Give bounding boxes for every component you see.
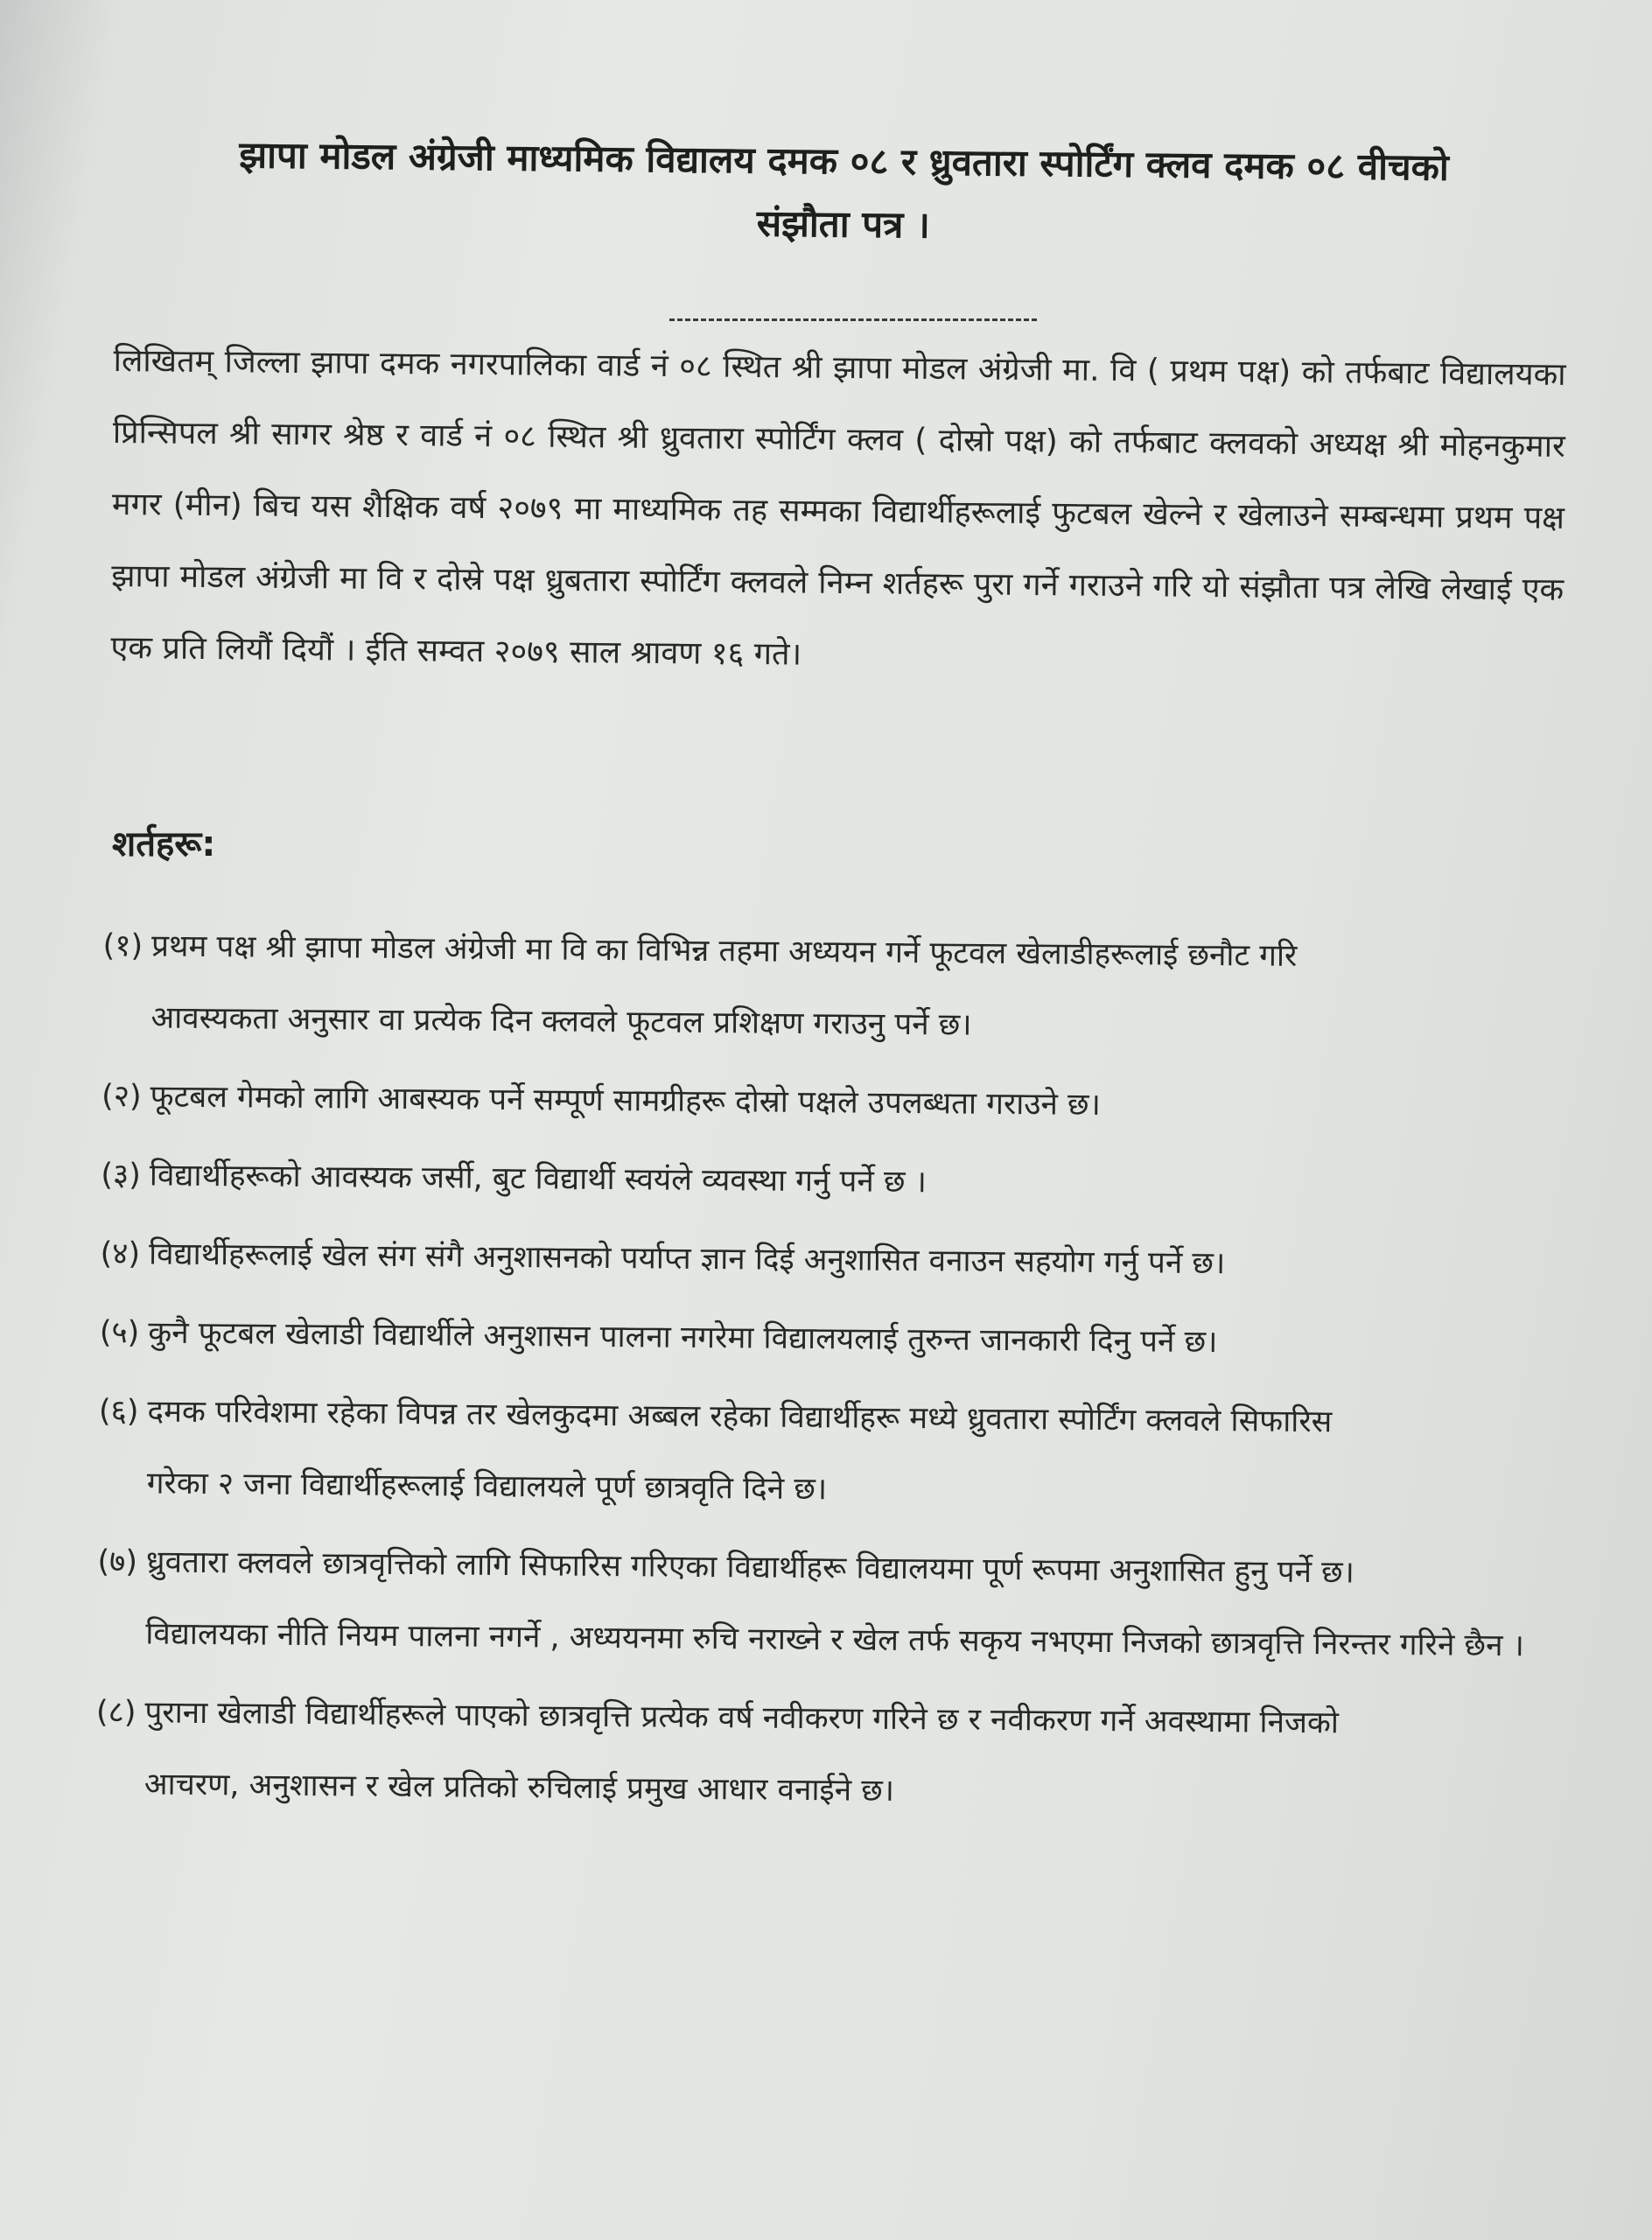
term-text: कुनै फूटबल खेलाडी विद्यार्थीले अनुशासन पालना नगरेमा विद्यालयलाई तुरुन्त जानकारी दिनु पर्ने छ। — [148, 1315, 1218, 1361]
title-line-1: झापा मोडल अंग्रेजी माध्यमिक विद्यालय दमक ०८ र ध्रुवतारा स्पोर्टिंग क्लव दमक ०८ वीचको — [239, 133, 1450, 189]
term-item — [98, 1376, 1551, 1531]
term-number: (१) — [102, 928, 144, 964]
term-item — [102, 910, 1556, 1066]
term-number: (२) — [101, 1078, 142, 1115]
terms-heading: शर्तहरू: — [112, 824, 216, 864]
term-continuation: विद्यालयका नीति नियम पालना नगर्ने , अध्ययनमा रुचि नराख्ने र खेल तर्फ सकृय नभएमा निजको छात्रवृत्ति निरन्तर गरिने छैन । — [145, 1616, 1525, 1664]
intro-paragraph: लिखितम् जिल्ला झापा दमक नगरपालिका वार्ड नं ०८ स्थित श्री झापा मोडल अंग्रेजी मा. वि ( प्रथम पक्ष) को तर्फबाट विद्यालयका प्रिन्सिपल श्री सागर श्रेष्ठ र वार्ड नं ०८ स्थित श्री ध्रुवतारा स्पोर्टिंग क्लव ( दोस्रो पक्ष) को तर्फबाट क्लवको अध्यक्ष श्री मोहनकुमार मगर (मीन) बिच यस शैक्षिक वर्ष २०७९ मा माध्यमिक तह सम्मका विद्यार्थीहरूलाई फुटबल खेल्ने र खेलाउने सम्बन्धमा प्रथम पक्ष झापा मोडल अंग्रेजी मा वि र दोस्रे पक्ष ध्रुबतारा स्पोर्टिंग क्लवले निम्न शर्तहरू पुरा गर्ने गराउने गरि यो संझौता पत्र लेखि लेखाई एक एक प्रति लियौं दियौं । ईति सम्वत २०७९ साल श्रावण १६ गते। — [110, 342, 1566, 673]
term-number: (८) — [95, 1694, 136, 1731]
term-number: (३) — [101, 1157, 142, 1194]
term-text: विद्यार्थीहरूलाई खेल संग संगै अनुशासनको पर्याप्त ज्ञान दिई अनुशासित वनाउन सहयोग गर्नु पर्ने छ। — [148, 1236, 1226, 1282]
term-continuation: आचरण, अनुशासन र खेल प्रतिको रुचिलाई प्रमुख आधार वनाईने छ। — [144, 1767, 895, 1809]
term-continuation: आवस्यकता अनुसार वा प्रत्येक दिन क्लवले फूटवल प्रशिक्षण गराउनु पर्ने छ। — [150, 1000, 972, 1043]
terms-list — [95, 910, 1556, 1839]
title-underline — [669, 318, 1037, 321]
term-text: पुराना खेलाडी विद्यार्थीहरूले पाएको छात्रवृत्ति प्रत्येक वर्ष नवीकरण गरिने छ र नवीकरण गर्ने अवस्थामा निजको — [144, 1695, 1340, 1741]
term-text: ध्रुवतारा क्लवले छात्रवृत्तिको लागि सिफारिस गरिएका विद्यार्थीहरू विद्यालयमा पूर्ण रूपमा अनुशासित हुनु पर्ने छ। — [145, 1544, 1355, 1591]
term-item — [102, 1060, 1555, 1144]
title-line-2: संझौता पत्र । — [756, 201, 931, 247]
term-item — [96, 1526, 1550, 1682]
term-item — [100, 1218, 1553, 1302]
term-continuation: गरेका २ जना विद्यार्थीहरूलाई विद्यालयले पूर्ण छात्रवृति दिने छ। — [146, 1466, 828, 1508]
term-text: विद्यार्थीहरूको आवस्यक जर्सी, बुट विद्यार्थी स्वयंले व्यवस्था गर्नु पर्ने छ । — [149, 1158, 928, 1200]
term-number: (५) — [99, 1314, 140, 1351]
term-number: (७) — [97, 1544, 138, 1580]
term-number: (४) — [100, 1236, 141, 1272]
term-text: फूटबल गेमको लागि आबस्यक पर्ने सम्पूर्ण सामग्रीहरू दोस्रो पक्षले उपलब्धता गराउने छ। — [150, 1079, 1102, 1123]
term-text: दमक परिवेशमा रहेका विपन्न तर खेलकुदमा अब्बल रहेका विद्यार्थीहरू मध्ये ध्रुवतारा स्पोर्टिंग क्लवले सिफारिस — [147, 1394, 1333, 1440]
term-item — [95, 1676, 1549, 1832]
term-item — [99, 1297, 1552, 1381]
term-item — [101, 1139, 1554, 1223]
term-number: (६) — [98, 1393, 139, 1430]
document-title — [130, 122, 1557, 263]
term-text: प्रथम पक्ष श्री झापा मोडल अंग्रेजी मा वि का विभिन्न तहमा अध्ययन गर्ने फूटवल खेलाडीहरूलाई छनौट गरि — [150, 928, 1298, 974]
